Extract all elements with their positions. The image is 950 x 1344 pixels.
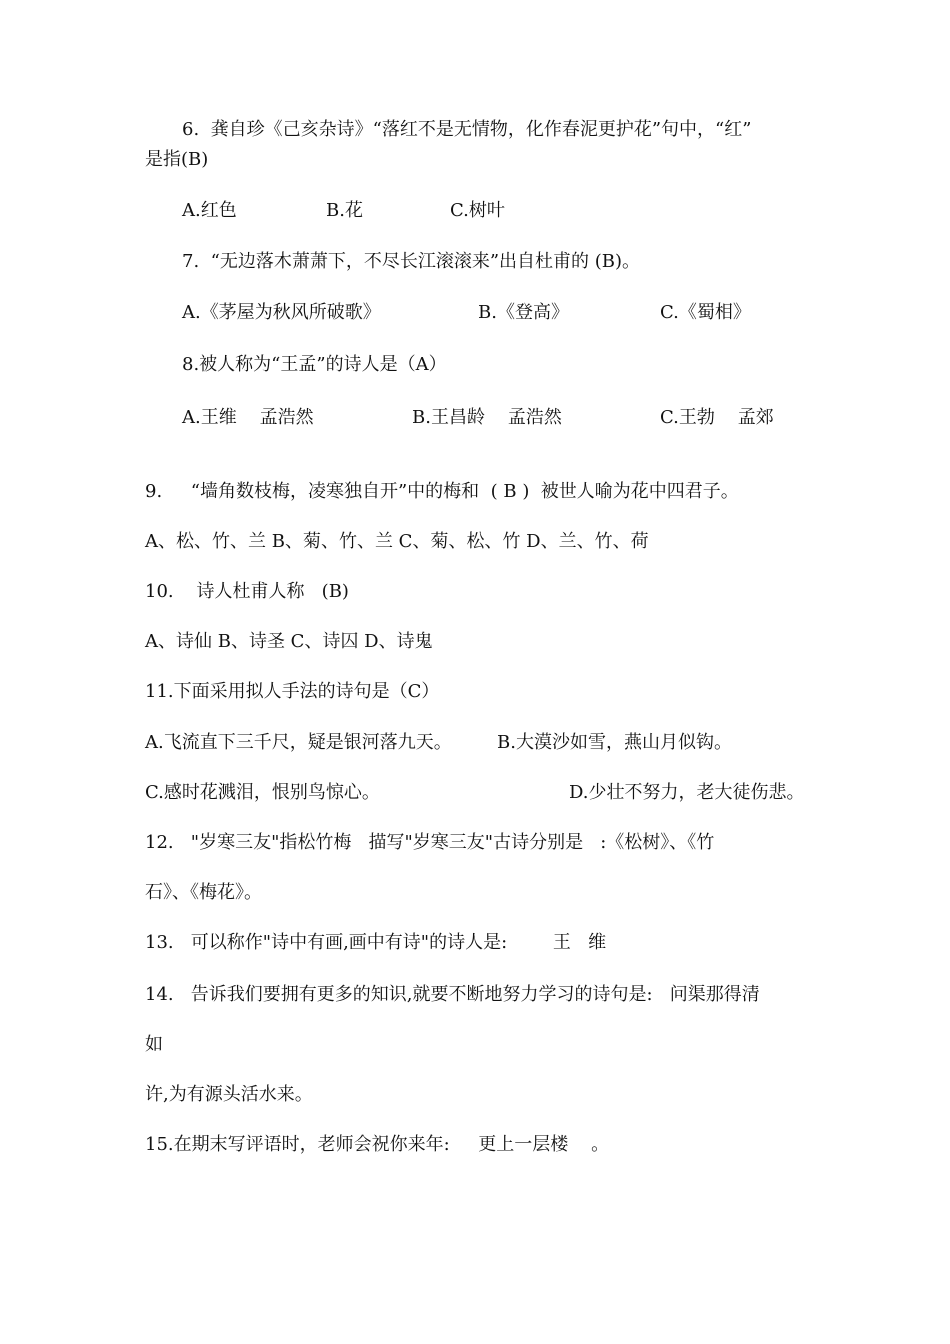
q6-option-c: C.树叶	[450, 200, 505, 221]
q14-line1: 14. 告诉我们要拥有更多的知识,就要不断地努力学习的诗句是: 问渠那得清	[145, 984, 760, 1005]
q8-option-a: A.王维 孟浩然	[182, 407, 314, 428]
q11-option-c: C.感时花溅泪，恨别鸟惊心。	[145, 782, 380, 803]
q11-option-a: A.飞流直下三千尺，疑是银河落九天。	[145, 732, 452, 753]
q10-stem: 10. 诗人杜甫人称 (B)	[145, 581, 349, 602]
q12-line1: 12. "岁寒三友"指松竹梅 描写"岁寒三友"古诗分别是 :《松树》、《竹	[145, 832, 715, 853]
q13-text: 13. 可以称作"诗中有画,画中有诗"的诗人是: 王 维	[145, 932, 607, 953]
q7-option-b: B.《登高》	[478, 302, 569, 323]
q7-stem: 7. “无边落木萧萧下，不尽长江滚滚来”出自杜甫的 (B)。	[182, 251, 641, 272]
q9-stem: 9. “墙角数枝梅，凌寒独自开”中的梅和 ( B ) 被世人喻为花中四君子。	[145, 481, 739, 502]
q14-line2: 如	[145, 1034, 163, 1055]
q14-line3: 许,为有源头活水来。	[145, 1084, 313, 1105]
q11-stem: 11.下面采用拟人手法的诗句是（C）	[145, 681, 440, 702]
q8-stem: 8.被人称为“王孟”的诗人是（A）	[182, 354, 447, 375]
q7-option-c: C.《蜀相》	[660, 302, 751, 323]
q9-options: A、松、竹、兰 B、菊、竹、兰 C、菊、松、竹 D、兰、竹、荷	[145, 531, 649, 552]
q15-text: 15.在期末写评语时，老师会祝你来年: 更上一层楼 。	[145, 1134, 610, 1155]
q6-stem-line1: 6. 龚自珍《己亥杂诗》“落红不是无情物，化作春泥更护花”句中，“红”	[182, 119, 752, 140]
q7-option-a: A.《茅屋为秋风所破歌》	[182, 302, 381, 323]
q11-option-b: B.大漠沙如雪，燕山月似钩。	[497, 732, 732, 753]
q8-option-c: C.王勃 孟郊	[660, 407, 774, 428]
q6-option-a: A.红色	[182, 200, 237, 221]
q10-options: A、诗仙 B、诗圣 C、诗囚 D、诗鬼	[145, 631, 433, 652]
q6-option-b: B.花	[326, 200, 363, 221]
q12-line2: 石》、《梅花》。	[145, 882, 262, 903]
q8-option-b: B.王昌龄 孟浩然	[412, 407, 562, 428]
q6-stem-line2: 是指(B)	[145, 149, 209, 170]
q11-option-d: D.少壮不努力，老大徒伤悲。	[569, 782, 805, 803]
